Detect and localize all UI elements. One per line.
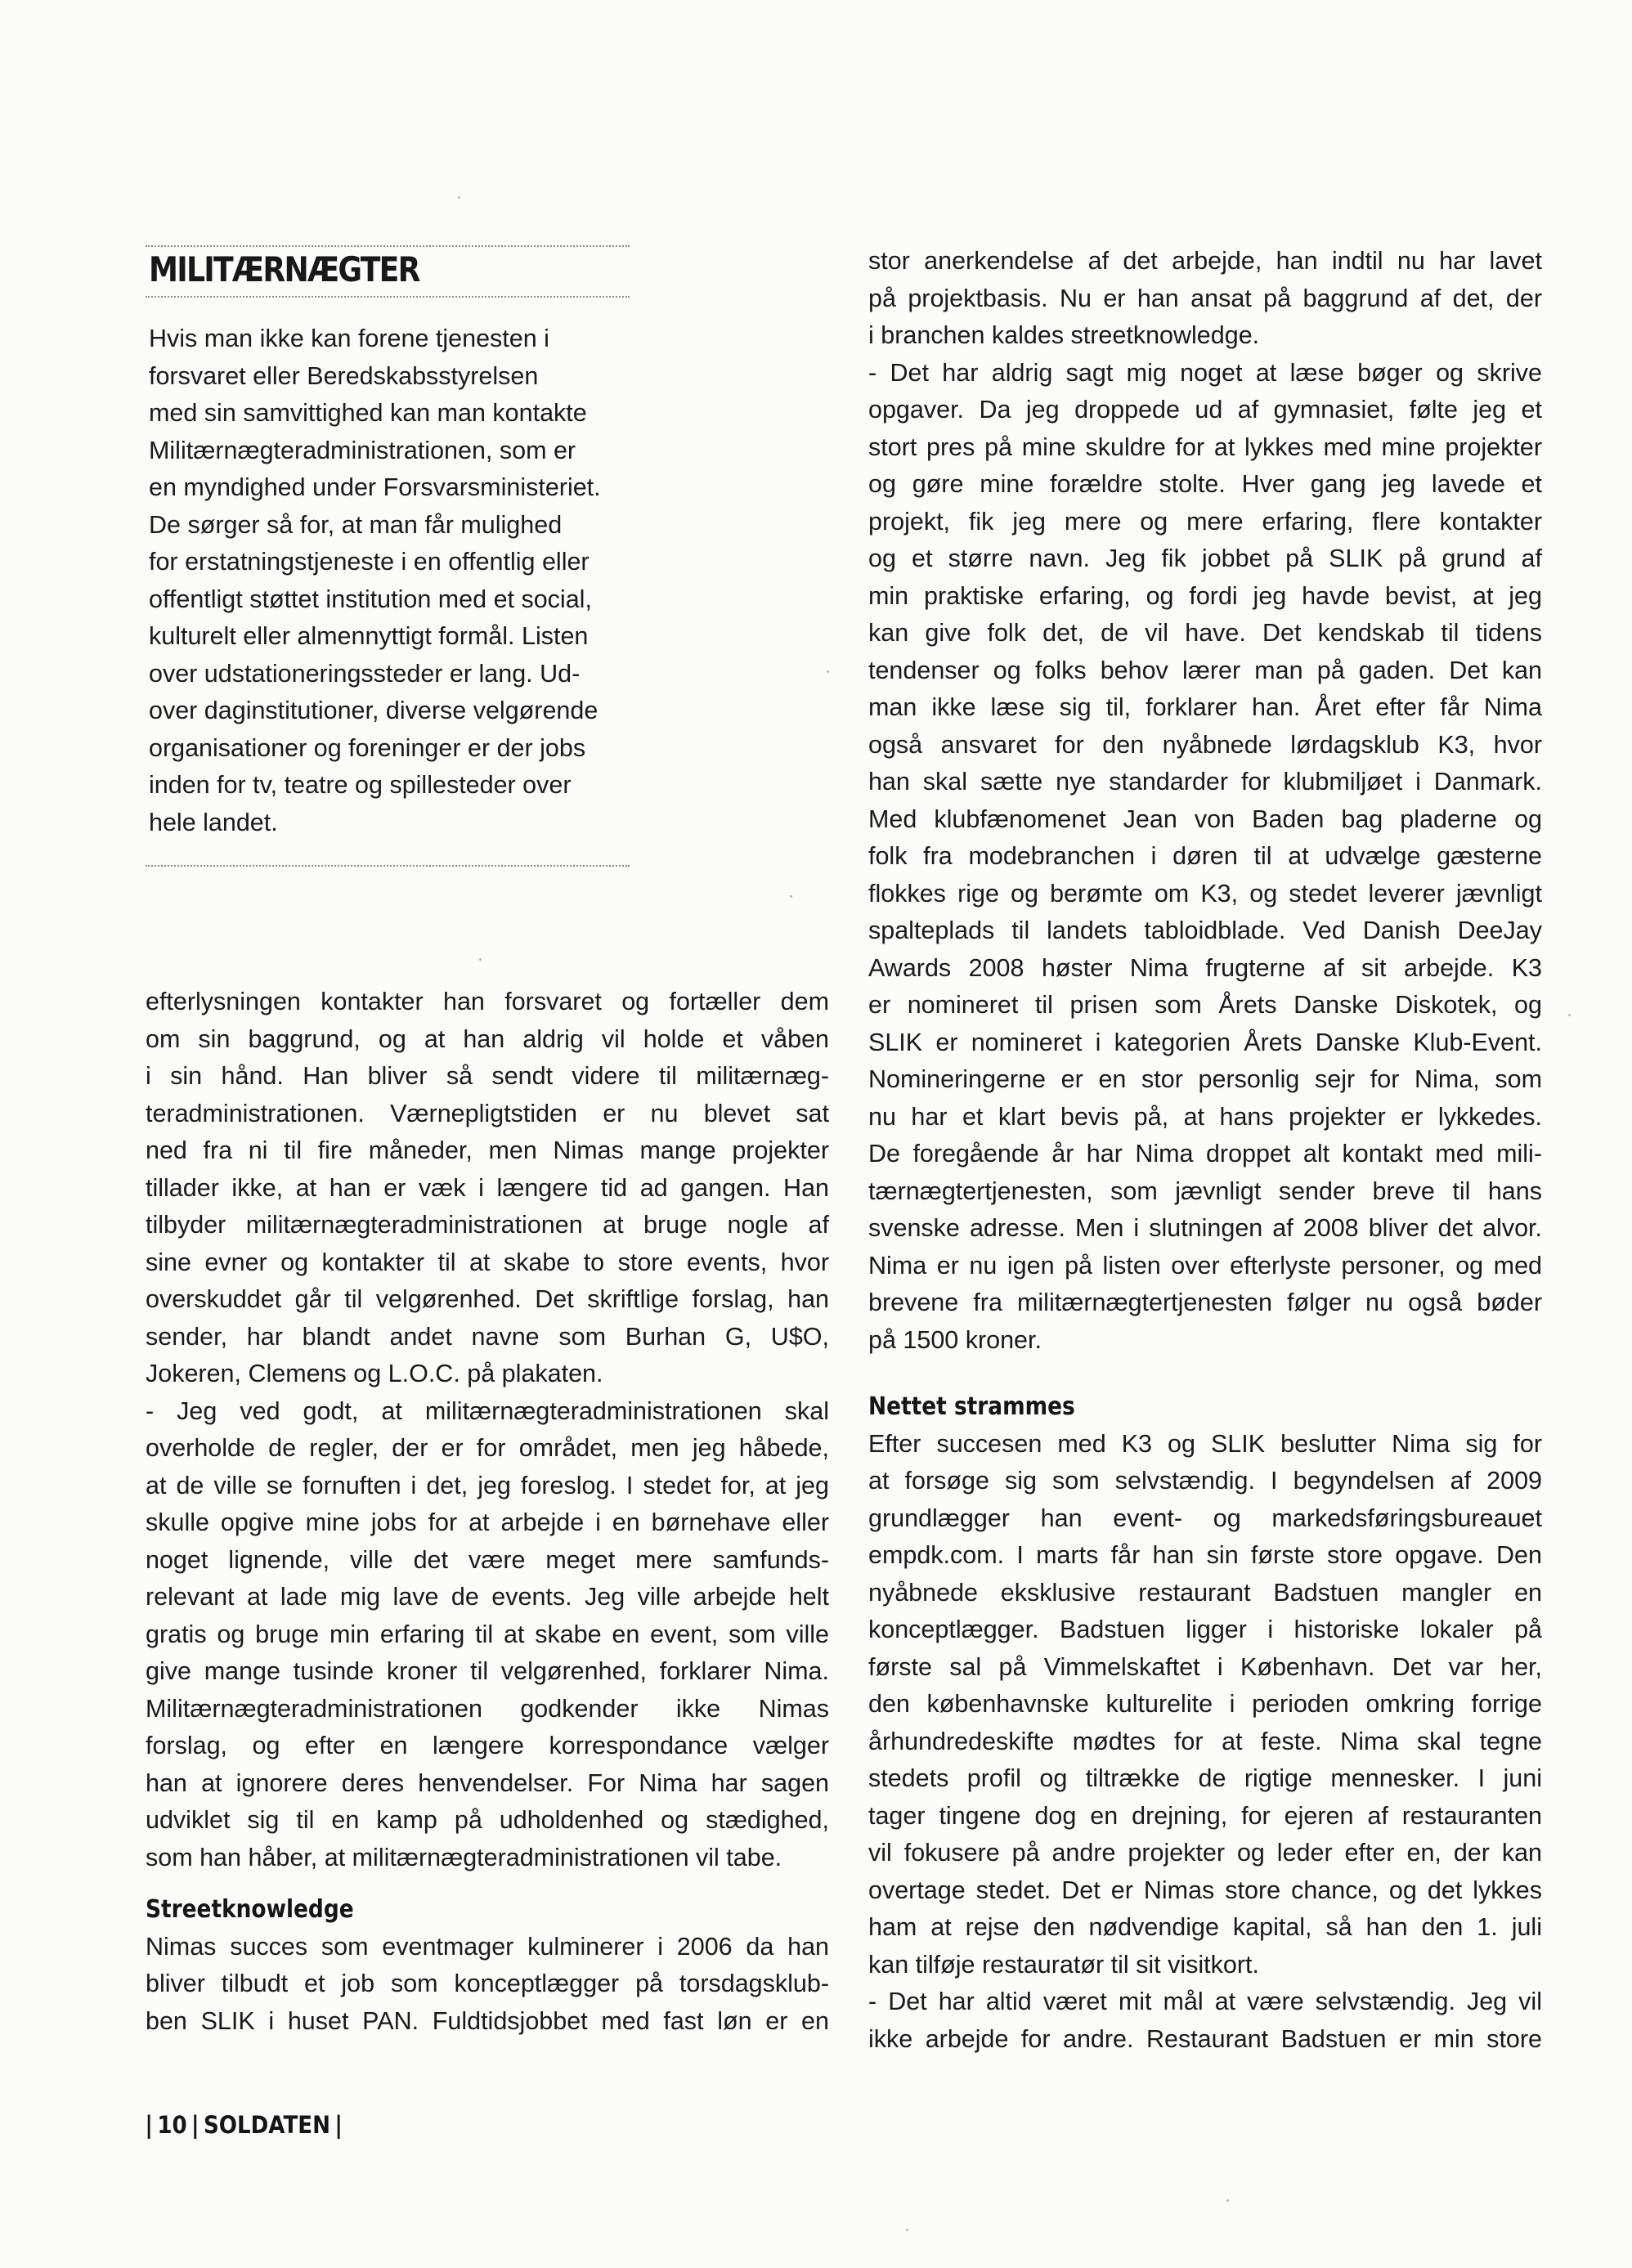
text-line: med sin samvittighed kan man kontakte: [149, 399, 587, 427]
text-line: kulturelt eller almennyttigt formål. Listen: [149, 622, 589, 650]
sidebar-title: MILITÆRNÆGTER: [149, 249, 419, 289]
text-line: Efter succesen med K3 og SLIK beslutter Nima sig for: [868, 1429, 1542, 1458]
text-line: gratis og bruge min erfaring til at skabe en event, som ville: [146, 1620, 829, 1648]
text-line: tillader ikke, at han er væk i længere tid ad gangen. Han: [146, 1173, 829, 1202]
text-line: Jokeren, Clemens og L.O.C. på plakaten.: [146, 1360, 603, 1387]
text-line: forslag, og efter en længere korrespondance vælger: [146, 1732, 829, 1759]
text-line: nu har et klart bevis på, at hans projekter er lykkedes.: [868, 1102, 1542, 1131]
text-line: konceptlægger. Badstuen ligger i historiske lokaler på: [868, 1616, 1542, 1643]
text-line: relevant at lade mig lave de events. Jeg ville arbejde helt: [146, 1583, 829, 1611]
text-line: at forsøge sig som selvstændig. I begyndelsen af 2009: [868, 1467, 1542, 1495]
text-line: ned fra ni til fire måneder, men Nimas mange projekter: [146, 1136, 829, 1164]
text-line: give mange tusinde kroner til velgørenhed, forklarer Nima.: [146, 1657, 829, 1685]
text-line: over udstationeringssteder er lang. Ud-: [149, 659, 581, 688]
text-line: tendenser og folks behov lærer man på gaden. Det kan: [868, 656, 1542, 684]
text-line: og et større navn. Jeg fik jobbet på SLIK på grund af: [868, 545, 1542, 572]
scan-speck: [790, 895, 792, 898]
text-line: Nima er nu igen på listen over efterlyste personer, og med: [868, 1251, 1542, 1280]
text-line: sender, har blandt andet navne som Burhan G, U$O,: [146, 1322, 829, 1351]
text-line: som han håber, at militærnægteradministrationen vil tabe.: [146, 1843, 782, 1871]
left-paragraph-3: [146, 1929, 829, 2041]
text-line: min praktiske erfaring, og fordi jeg havde bevist, at jeg: [868, 581, 1542, 610]
text-line: på 1500 kroner.: [868, 1325, 1042, 1354]
text-line: også ansvaret for den nyåbnede lørdagsklub K3, hvor: [868, 730, 1542, 759]
text-line: projekt, fik jeg mere og mere erfaring, flere kontakter: [868, 507, 1542, 536]
text-line: SLIK er nomineret i kategorien Årets Danske Klub-Event.: [868, 1028, 1542, 1056]
text-line: han at ignorere deres henvendelser. For Nima har sagen: [146, 1768, 829, 1797]
text-line: folk fra modebranchen i døren til at udvælge gæsterne: [868, 842, 1542, 870]
publication-name: SOLDATEN: [203, 2111, 330, 2139]
scan-speck: [906, 2229, 908, 2231]
streetknowledge-heading: Streetknowledge: [146, 1895, 354, 1924]
text-line: offentligt støttet institution med et social,: [149, 585, 592, 613]
text-line: tilbyder militærnægteradministrationen at bruge nogle af: [146, 1211, 829, 1239]
text-line: overskuddet går til velgørenhed. Det skriftlige forslag, han: [146, 1285, 829, 1313]
text-line: grundlægger han event- og markedsføringsbureauet: [868, 1504, 1542, 1532]
scan-speck: [827, 670, 829, 673]
box-bottom-rule: [146, 865, 630, 867]
text-line: Hvis man ikke kan forene tjenesten i: [149, 325, 549, 352]
text-line: inden for tv, teatre og spillesteder over: [149, 771, 572, 799]
left-column: [146, 984, 829, 2040]
text-line: han skal sætte nye standarder for klubmiljøet i Danmark.: [868, 768, 1542, 796]
text-line: vil fokusere på andre projekter og leder efter en, der kan: [868, 1839, 1542, 1867]
text-line: nyåbnede eksklusive restaurant Badstuen mangler en: [868, 1578, 1542, 1607]
text-line: De sørger så for, at man får mulighed: [149, 510, 563, 539]
left-paragraph-2: [146, 1393, 829, 1877]
scan-speck: [1568, 1014, 1571, 1016]
left-paragraph-1: [146, 984, 829, 1393]
text-line: empdk.com. I marts får han sin første store opgave. Den: [868, 1541, 1542, 1569]
text-line: Militærnægteradministrationen godkender ikke Nimas: [146, 1694, 829, 1723]
text-line: århundredeskifte mødtes for at feste. Nima skal tegne: [868, 1727, 1542, 1755]
text-line: ham at rejse den nødvendige kapital, så han den 1. juli: [868, 1913, 1542, 1941]
text-line: om sin baggrund, og at han aldrig vil holde et våben: [146, 1024, 829, 1053]
text-line: man ikke læse sig til, forklarer han. Året efter får Nima: [868, 693, 1542, 721]
text-line: Nomineringerne er en stor personlig sejr for Nima, som: [868, 1065, 1542, 1093]
text-line: stor anerkendelse af det arbejde, han indtil nu har lavet: [868, 247, 1542, 275]
text-line: kan tilføje restauratør til sit visitkort.: [868, 1950, 1259, 1979]
text-line: sine evner og kontakter til at skabe to store events, hvor: [146, 1248, 829, 1276]
text-line: stort pres på mine skuldre for at lykkes med mine projekter: [868, 433, 1542, 461]
page-number: 10: [157, 2111, 187, 2139]
text-line: Nimas succes som eventmager kulminerer i 2006 da han: [146, 1932, 829, 1961]
text-line: spalteplads til landets tabloidblade. Ved Danish DeeJay: [868, 917, 1542, 944]
text-line: tærnægtertjenesten, som jævnligt sender breve til hans: [868, 1177, 1542, 1205]
text-line: efterlysningen kontakter han forsvaret og fortæller dem: [146, 988, 829, 1015]
text-line: på projektbasis. Nu er han ansat på baggrund af det, der: [868, 284, 1542, 312]
text-line: i sin hånd. Han bliver så sendt videre til militærnæg-: [146, 1062, 829, 1090]
right-paragraph-4: [868, 1983, 1542, 2058]
text-line: stedets profil og tiltrække de rigtige mennesker. I juni: [868, 1764, 1542, 1792]
text-line: - Det har aldrig sagt mig noget at læse bøger og skrive: [868, 358, 1542, 387]
text-line: Militærnægteradministrationen, som er: [149, 436, 576, 464]
text-line: svenske adresse. Men i slutningen af 2008 bliver det alvor.: [868, 1214, 1542, 1242]
text-line: - Jeg ved godt, at militærnægteradministrationen skal: [146, 1396, 829, 1425]
text-line: første sal på Vimmelskaftet i København. Det var her,: [868, 1652, 1542, 1681]
text-line: - Det har altid været mit mål at være selvstændig. Jeg vil: [868, 1988, 1542, 2015]
right-paragraph-1: [868, 243, 1542, 355]
text-line: Med klubfænomenet Jean von Baden bag pladerne og: [868, 805, 1542, 833]
scan-speck: [458, 196, 460, 199]
text-line: en myndighed under Forsvarsministeriet.: [149, 473, 601, 501]
text-line: for erstatningstjeneste i en offentlig eller: [149, 548, 590, 576]
text-line: kan give folk det, de vil have. Det kendskab til tidens: [868, 619, 1542, 647]
text-line: ben SLIK i huset PAN. Fuldtidsjobbet med fast løn er en: [146, 2006, 829, 2035]
nettet-strammes-heading: Nettet strammes: [868, 1392, 1075, 1421]
footer-separator: |: [145, 2111, 153, 2139]
sidebar-box: [146, 245, 630, 867]
text-line: i branchen kaldes streetknowledge.: [868, 321, 1260, 349]
text-line: noget lignende, ville det være meget mere samfunds-: [146, 1545, 829, 1574]
right-paragraph-3: [868, 1426, 1542, 1984]
right-paragraph-2: [868, 355, 1542, 1360]
text-line: Awards 2008 høster Nima frugterne af sit arbejde. K3: [868, 953, 1542, 982]
text-line: ikke arbejde for andre. Restaurant Badstuen er min store: [868, 2024, 1542, 2053]
text-line: De foregående år har Nima droppet alt kontakt med mili-: [868, 1140, 1542, 1168]
text-line: opgaver. Da jeg droppede ud af gymnasiet, følte jeg et: [868, 396, 1542, 424]
text-line: at de ville se fornuften i det, jeg foreslog. I stedet for, at jeg: [146, 1471, 829, 1499]
text-line: hele landet.: [149, 808, 278, 836]
text-line: forsvaret eller Beredskabsstyrelsen: [149, 361, 539, 390]
box-title-rule: [146, 296, 630, 298]
page-footer: [141, 2111, 347, 2139]
footer-separator: |: [334, 2111, 343, 2139]
text-line: teradministrationen. Værnepligtstiden er nu blevet sat: [146, 1099, 829, 1127]
scan-speck: [479, 958, 482, 961]
text-line: brevene fra militærnægtertjenesten følger nu også bøder: [868, 1289, 1542, 1316]
text-line: og gøre mine forældre stolte. Hver gang jeg lavede et: [868, 470, 1542, 498]
box-top-rule: [146, 245, 630, 247]
text-line: over daginstitutioner, diverse velgørende: [149, 697, 599, 724]
text-line: overholde de regler, der er for området, men jeg håbede,: [146, 1434, 829, 1462]
right-column: [868, 243, 1542, 2058]
text-line: overtage stedet. Det er Nimas store chance, og det lykkes: [868, 1876, 1542, 1904]
scan-speck: [1226, 2199, 1229, 2202]
text-line: tager tingene dog en drejning, for ejeren af restauranten: [868, 1801, 1542, 1830]
text-line: organisationer og foreninger er der jobs: [149, 733, 586, 762]
text-line: skulle opgive mine jobs for at arbejde i en børnehave eller: [146, 1508, 829, 1536]
text-line: den københavnske kulturelite i perioden omkring forrige: [868, 1690, 1542, 1718]
text-line: er nomineret til prisen som Årets Danske Diskotek, og: [868, 991, 1542, 1019]
sidebar-text: [149, 320, 620, 841]
text-line: udviklet sig til en kamp på udholdenhed og stædighed,: [146, 1806, 829, 1834]
text-line: flokkes rige og berømte om K3, og stedet leverer jævnligt: [868, 879, 1542, 908]
footer-separator: |: [191, 2111, 200, 2139]
text-line: bliver tilbudt et job som konceptlægger på torsdagsklub-: [146, 1970, 829, 1997]
